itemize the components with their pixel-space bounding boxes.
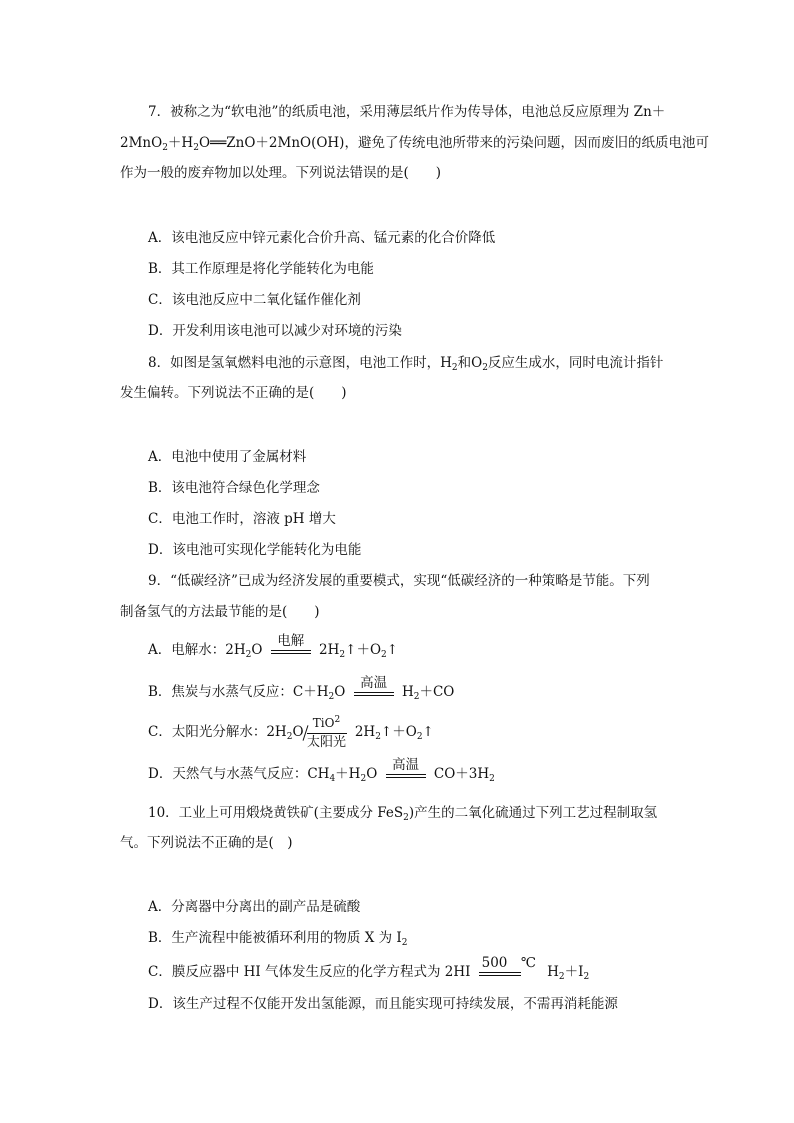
q10-option-c: C．膜反应器中 HI 气体发生反应的化学方程式为 2HI 500 ℃ $H_2+I_2$ [148,954,590,982]
q7-option-c: C．该电池反应中二氧化锰作催化剂 [148,292,361,308]
reaction-condition-arrow: 高温 [386,765,426,785]
q10-stem-line2: 气。下列说法不正确的是( ) [120,835,293,851]
q10-option-a: A．分离器中分离出的副产品是硫酸 [148,899,361,915]
q9-option-a: A．电解水：$2H_2O$ 电解 $2H_2↑+O_2↑$ [148,632,399,660]
q8-option-c: C．电池工作时，溶液 pH 增大 [148,511,336,527]
reaction-condition-arrow: 500 ℃ [479,963,539,983]
q8-option-b: B．该电池符合绿色化学理念 [148,480,320,496]
q7-option-b: B．其工作原理是将化学能转化为电能 [148,261,374,277]
q8-stem-line1: 8．如图是氢氧燃料电池的示意图，电池工作时，$H_2$和$O_2$反应生成水，同时电流计指针 [148,355,664,373]
q9-option-b: B．焦炭与水蒸气反应：$C+H_2O$ 高温 $H_2+CO$ [148,674,455,702]
q7-stem-line2: $2MnO_2+H_2O══ZnO+2MnO(OH)$，避免了传统电池所带来的污染问题，因而废旧的纸质电池可 [120,135,709,153]
q10-option-d: D．该生产过程不仅能开发出氢能源，而且能实现可持续发展，不需再消耗能源 [148,996,618,1012]
q8-option-a: A．电池中使用了金属材料 [148,449,307,465]
reaction-condition-arrow: 高温 [354,683,394,703]
q9-stem-line1: 9．“低碳经济”已成为经济发展的重要模式，实现“低碳经济的一种策略是节能。下列 [148,573,650,589]
q7-stem-line1: 7．被称之为“软电池”的纸质电池，采用薄层纸片作为传导体，电池总反应原理为 Zn＋ [148,104,666,120]
q9-option-c: C．太阳光分解水：$2H_2O$ TiO$^2$ 太阳光 $2H_2↑+O_2↑$ [148,714,434,750]
q7-option-d: D．开发利用该电池可以减少对环境的污染 [148,323,402,339]
reaction-condition-arrow: 电解 [271,641,311,661]
q9-option-d: D．天然气与水蒸气反应：$CH_4+H_2O$ 高温 $CO+3H_2$ [148,756,495,784]
q8-stem-line2: 发生偏转。下列说法不正确的是( ) [120,385,347,401]
q7-option-a: A．该电池反应中锌元素化合价升高、锰元素的化合价降低 [148,230,496,246]
q8-option-d: D．该电池可实现化学能转化为电能 [148,542,362,558]
q9-stem-line2: 制备氢气的方法最节能的是( ) [120,604,320,620]
q10-stem-line1: 10．工业上可用煅烧黄铁矿(主要成分 FeS$_2$)产生的二氧化硫通过下列工艺过程制取氢 [148,805,658,823]
q10-option-b: B．生产流程中能被循环利用的物质 X 为 $I_2$ [148,930,408,948]
q7-stem-line3: 作为一般的废弃物加以处理。下列说法错误的是( ) [120,165,442,181]
reaction-condition-fraction: TiO$^2$ 太阳光 [307,714,347,750]
